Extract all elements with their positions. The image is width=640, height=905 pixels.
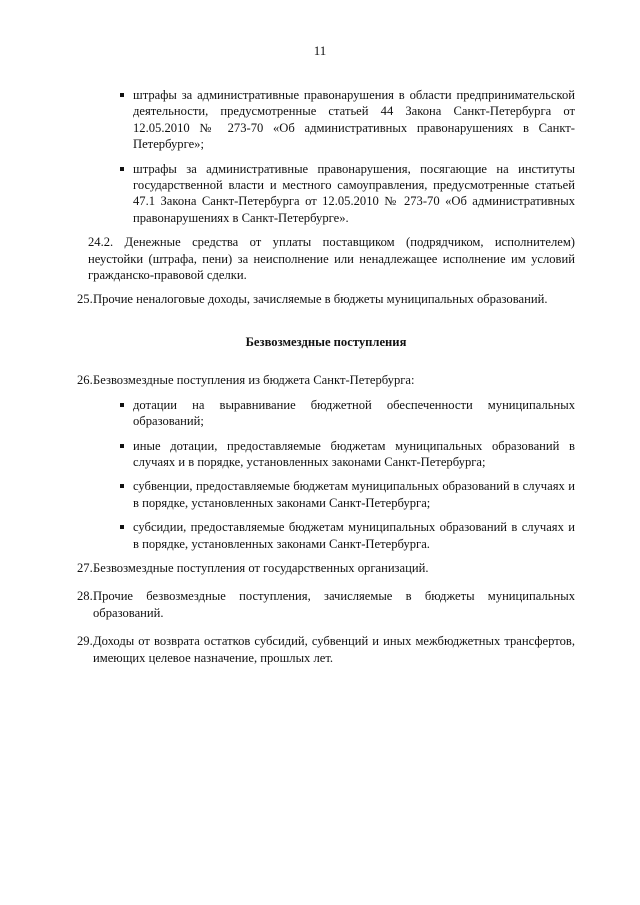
fines-bullet-list (77, 87, 575, 226)
bullet-icon (120, 484, 124, 488)
item-text: Безвозмездные поступления из бюджета Санкт-Петербурга: (93, 373, 415, 388)
list-item (123, 87, 575, 153)
list-item (123, 478, 575, 511)
item-text: Прочие неналоговые доходы, зачисляемые в бюджеты муниципальных образований. (93, 292, 548, 307)
paragraph-24-2: 24.2. Денежные средства от уплаты поставщиком (подрядчиком, исполнителем) неустойки (штрафа, пени) за неисполнение или ненадлежащее исполнение им условий гражданско-правовой сделки. (88, 235, 575, 283)
item-number: 25. (77, 292, 93, 307)
bullet-icon (120, 444, 124, 448)
item-number: 29. (77, 634, 93, 649)
item-text: Прочие безвозмездные поступления, зачисляемые в бюджеты муниципальных образований. (93, 589, 575, 620)
bullet-icon (120, 403, 124, 407)
item-text: Доходы от возврата остатков субсидий, субвенций и иных межбюджетных трансфертов, имеющих целевое назначение, прошлых лет. (93, 634, 575, 665)
item-number: 26. (77, 373, 93, 388)
bullet-icon (120, 525, 124, 529)
section-heading: Безвозмездные поступления (245, 334, 407, 349)
item-25 (77, 291, 575, 307)
item-29 (77, 633, 575, 666)
list-item (123, 397, 575, 430)
list-item-text: иные дотации, предоставляемые бюджетам муниципальных образований в случаях и в порядке, установленных законами Санкт-Петербурга; (133, 438, 575, 469)
bullet-icon (120, 167, 124, 171)
item-27 (77, 560, 575, 576)
page-number: 11 (313, 43, 327, 58)
list-item-text: субвенции, предоставляемые бюджетам муниципальных образований в случаях и в порядке, установленных законами Санкт-Петербурга; (133, 479, 575, 510)
item-26 (77, 372, 575, 388)
item-number: 27. (77, 560, 93, 575)
item-number: 28. (77, 589, 93, 604)
list-item-text: штрафы за административные правонарушения, посягающие на институты государственной власти и местного самоуправления, предусмотренные статьей 47.1 Закона Санкт-Петербурга от 12.05.2010 № 273-70 «Об административных правонарушениях в Санкт-Петербурге». (133, 161, 575, 225)
list-item (123, 519, 575, 552)
item-28 (77, 588, 575, 621)
list-item-text: дотации на выравнивание бюджетной обеспеченности муниципальных образований; (133, 397, 575, 429)
list-item-text: штрафы за административные правонарушения в области предпринимательской деятельности, предусмотренные статьей 44 Закона Санкт-Петербурга от 12.05.2010 № 273-70 «Об административных правонарушениях в Санкт-Петербурге»; (133, 88, 575, 152)
item-text: Безвозмездные поступления от государственных организаций. (93, 560, 429, 575)
grants-bullet-list (77, 397, 575, 552)
list-item (123, 438, 575, 471)
bullet-icon (120, 93, 124, 97)
list-item-text: субсидии, предоставляемые бюджетам муниципальных образований в случаях и в порядке, установленных законами Санкт-Петербурга. (133, 520, 575, 551)
document-body (77, 87, 575, 666)
list-item (123, 161, 575, 227)
